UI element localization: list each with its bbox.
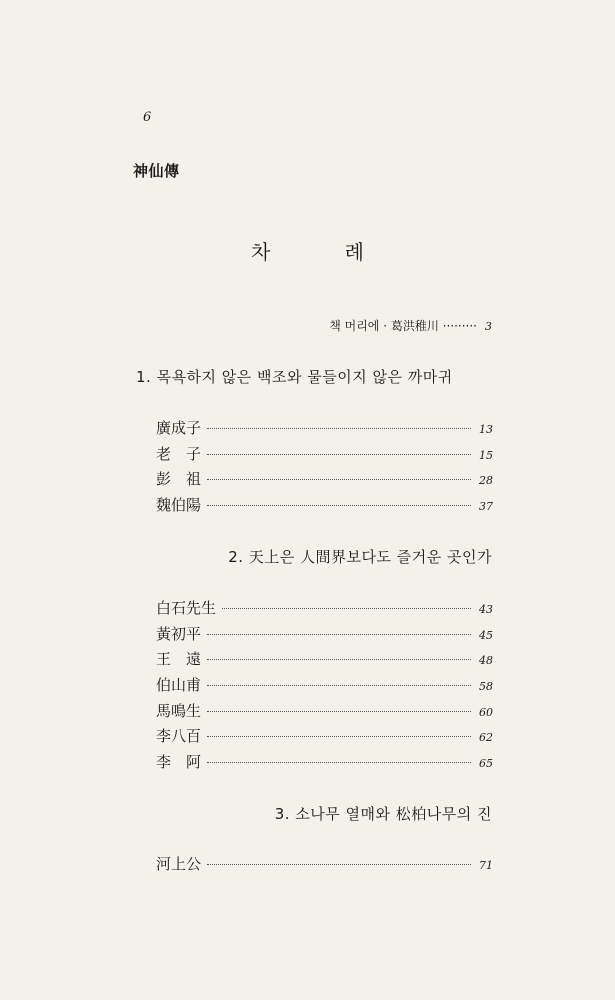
leader-dots: [207, 454, 471, 455]
entry-list-1: [156, 417, 493, 520]
entry-name: 李八百: [156, 727, 202, 746]
toc-entry: [156, 674, 493, 700]
leader-dots: [207, 685, 471, 686]
section-heading-3: 3. 소나무 열매와 松柏나무의 진: [274, 805, 492, 823]
entry-page: 45: [479, 628, 493, 642]
leader-dots: [207, 634, 471, 635]
entry-page: 28: [479, 474, 493, 488]
entry-name: 魏伯陽: [156, 496, 202, 515]
preface-page: 3: [485, 320, 492, 333]
toc-entry: [156, 443, 493, 469]
entry-page: 15: [479, 448, 493, 462]
entry-list-2: [156, 597, 493, 777]
section-heading-1: 1. 목욕하지 않은 백조와 물들이지 않은 까마귀: [136, 368, 453, 386]
entry-name: 彭 祖: [156, 470, 202, 489]
leader-dots: [207, 736, 471, 737]
leader-dots: [207, 659, 471, 660]
entry-page: 71: [479, 859, 493, 872]
toc-title: 차 례: [251, 240, 398, 264]
toc-entry: [156, 700, 493, 726]
leader-dots: [207, 505, 471, 506]
running-title: 神仙傳: [133, 162, 180, 180]
entry-page: 13: [479, 423, 493, 436]
leader-dots: [207, 711, 471, 712]
toc-entry: [156, 597, 493, 623]
toc-entry: [156, 648, 493, 674]
toc-entry: [156, 494, 493, 520]
toc-entry: [156, 417, 493, 443]
entry-name: 馬鳴生: [156, 701, 202, 720]
entry-page: 62: [479, 731, 493, 745]
entry-page: 60: [479, 705, 493, 719]
entry-list-3: [156, 853, 493, 879]
entry-page: 37: [479, 500, 493, 514]
leader-dots: [222, 608, 471, 609]
section-heading-2: 2. 天上은 人間界보다도 즐거운 곳인가: [228, 548, 492, 566]
leader-dots: [207, 864, 471, 865]
page-number: 6: [143, 110, 152, 125]
entry-name: 老 子: [156, 444, 202, 463]
entry-name: 河上公: [156, 855, 202, 873]
leader-dots: [207, 762, 471, 763]
toc-entry: [156, 623, 493, 649]
entry-name: 伯山甫: [156, 676, 202, 695]
entry-page: 43: [479, 603, 493, 616]
preface-entry: [329, 317, 492, 334]
toc-entry: [156, 725, 493, 751]
preface-label: 책 머리에 · 葛洪稚川 ·········: [329, 319, 477, 333]
entry-name: 李 阿: [156, 753, 202, 772]
entry-name: 黃初平: [156, 624, 202, 643]
entry-name: 廣成子: [156, 419, 202, 437]
leader-dots: [207, 428, 471, 429]
entry-name: 白石先生: [156, 599, 217, 617]
toc-entry: [156, 468, 493, 494]
toc-entry: [156, 751, 493, 777]
toc-entry: [156, 853, 493, 879]
entry-page: 65: [479, 757, 493, 771]
leader-dots: [207, 479, 471, 480]
entry-page: 48: [479, 654, 493, 668]
entry-page: 58: [479, 680, 493, 694]
entry-name: 王 遠: [156, 650, 202, 669]
